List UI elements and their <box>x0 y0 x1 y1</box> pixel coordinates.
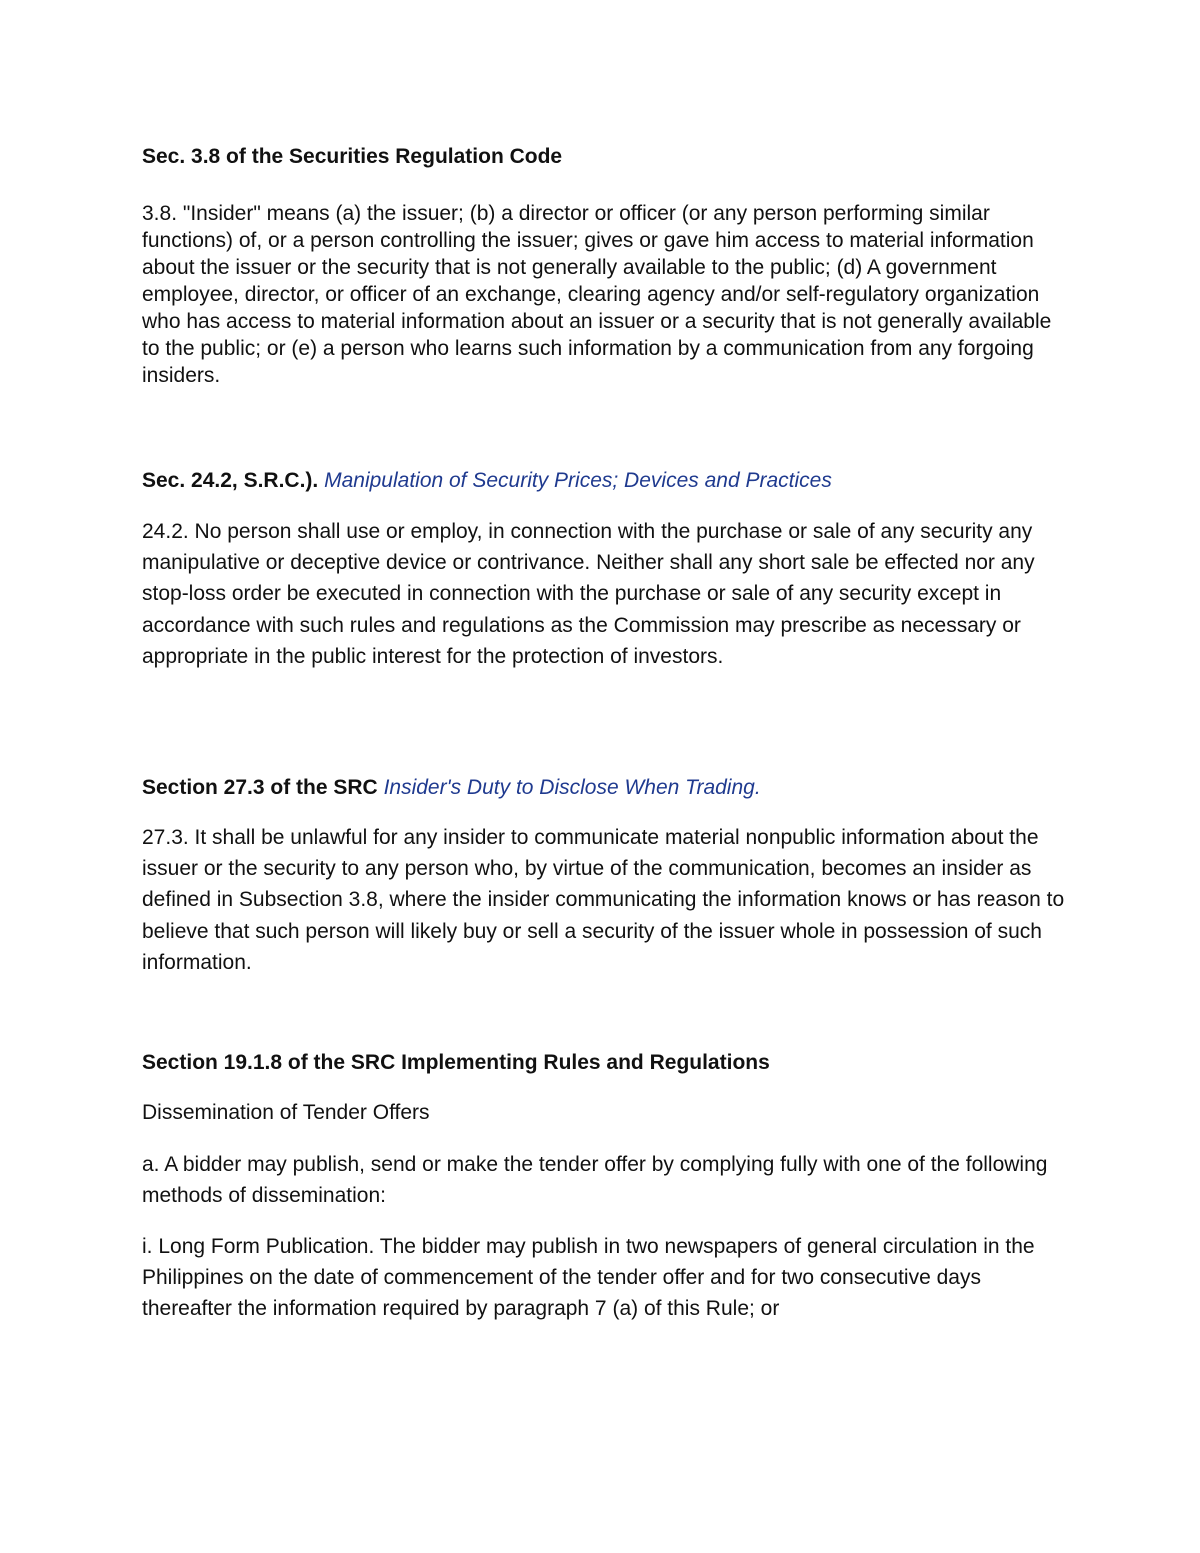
heading-italic-title: Insider's Duty to Disclose When Trading. <box>383 776 761 799</box>
section-heading <box>142 774 761 801</box>
section-paragraph: 27.3. It shall be unlawful for any insider to communicate material nonpublic information about the issuer or the security to any person who, by virtue of the communication, becomes an insider as defined in Subsection 3.8, where the insider communicating the information knows or has reason to believe that such person will likely buy or sell a security of the issuer whole in possession of such information. <box>142 826 1065 974</box>
heading-text: Sec. 3.8 of the Securities Regulation Code <box>142 145 563 168</box>
section-paragraph: 3.8. "Insider" means (a) the issuer; (b) a director or officer (or any person performing similar functions) of, or a person controlling the issuer; gives or gave him access to material information about the issuer or the security that is not generally available to the public; (d) A government employee, director, or officer of an exchange, clearing agency and/or self-regulatory organization who has access to material information about an issuer or a security that is not generally available to the public; or (e) a person who learns such information by a communication from any forgoing insiders. <box>142 202 1052 387</box>
section-paragraph: a. A bidder may publish, send or make the tender offer by complying fully with one of the following methods of dissemination: <box>142 1153 1048 1208</box>
section-heading <box>142 467 832 494</box>
heading-text: Section 19.1.8 of the SRC Implementing Rules and Regulations <box>142 1051 770 1074</box>
section-paragraph: i. Long Form Publication. The bidder may publish in two newspapers of general circulation in the Philippines on the date of commencement of the tender offer and for two consecutive days thereafter the information required by paragraph 7 (a) of this Rule; or <box>142 1235 1035 1321</box>
heading-italic-title: Manipulation of Security Prices; Devices and Practices <box>324 469 832 492</box>
heading-text: Sec. 24.2, S.R.C.). <box>142 469 319 492</box>
section-paragraph: Dissemination of Tender Offers <box>142 1101 430 1124</box>
section-heading <box>142 143 562 170</box>
section-paragraph: 24.2. No person shall use or employ, in connection with the purchase or sale of any security any manipulative or deceptive device or contrivance. Neither shall any short sale be effected nor any stop-loss order be executed in connection with the purchase or sale of any security except in accordance with such rules and regulations as the Commission may prescribe as necessary or appropriate in the public interest for the protection of investors. <box>142 520 1035 668</box>
section-heading <box>142 1049 770 1076</box>
heading-text: Section 27.3 of the SRC <box>142 776 378 799</box>
